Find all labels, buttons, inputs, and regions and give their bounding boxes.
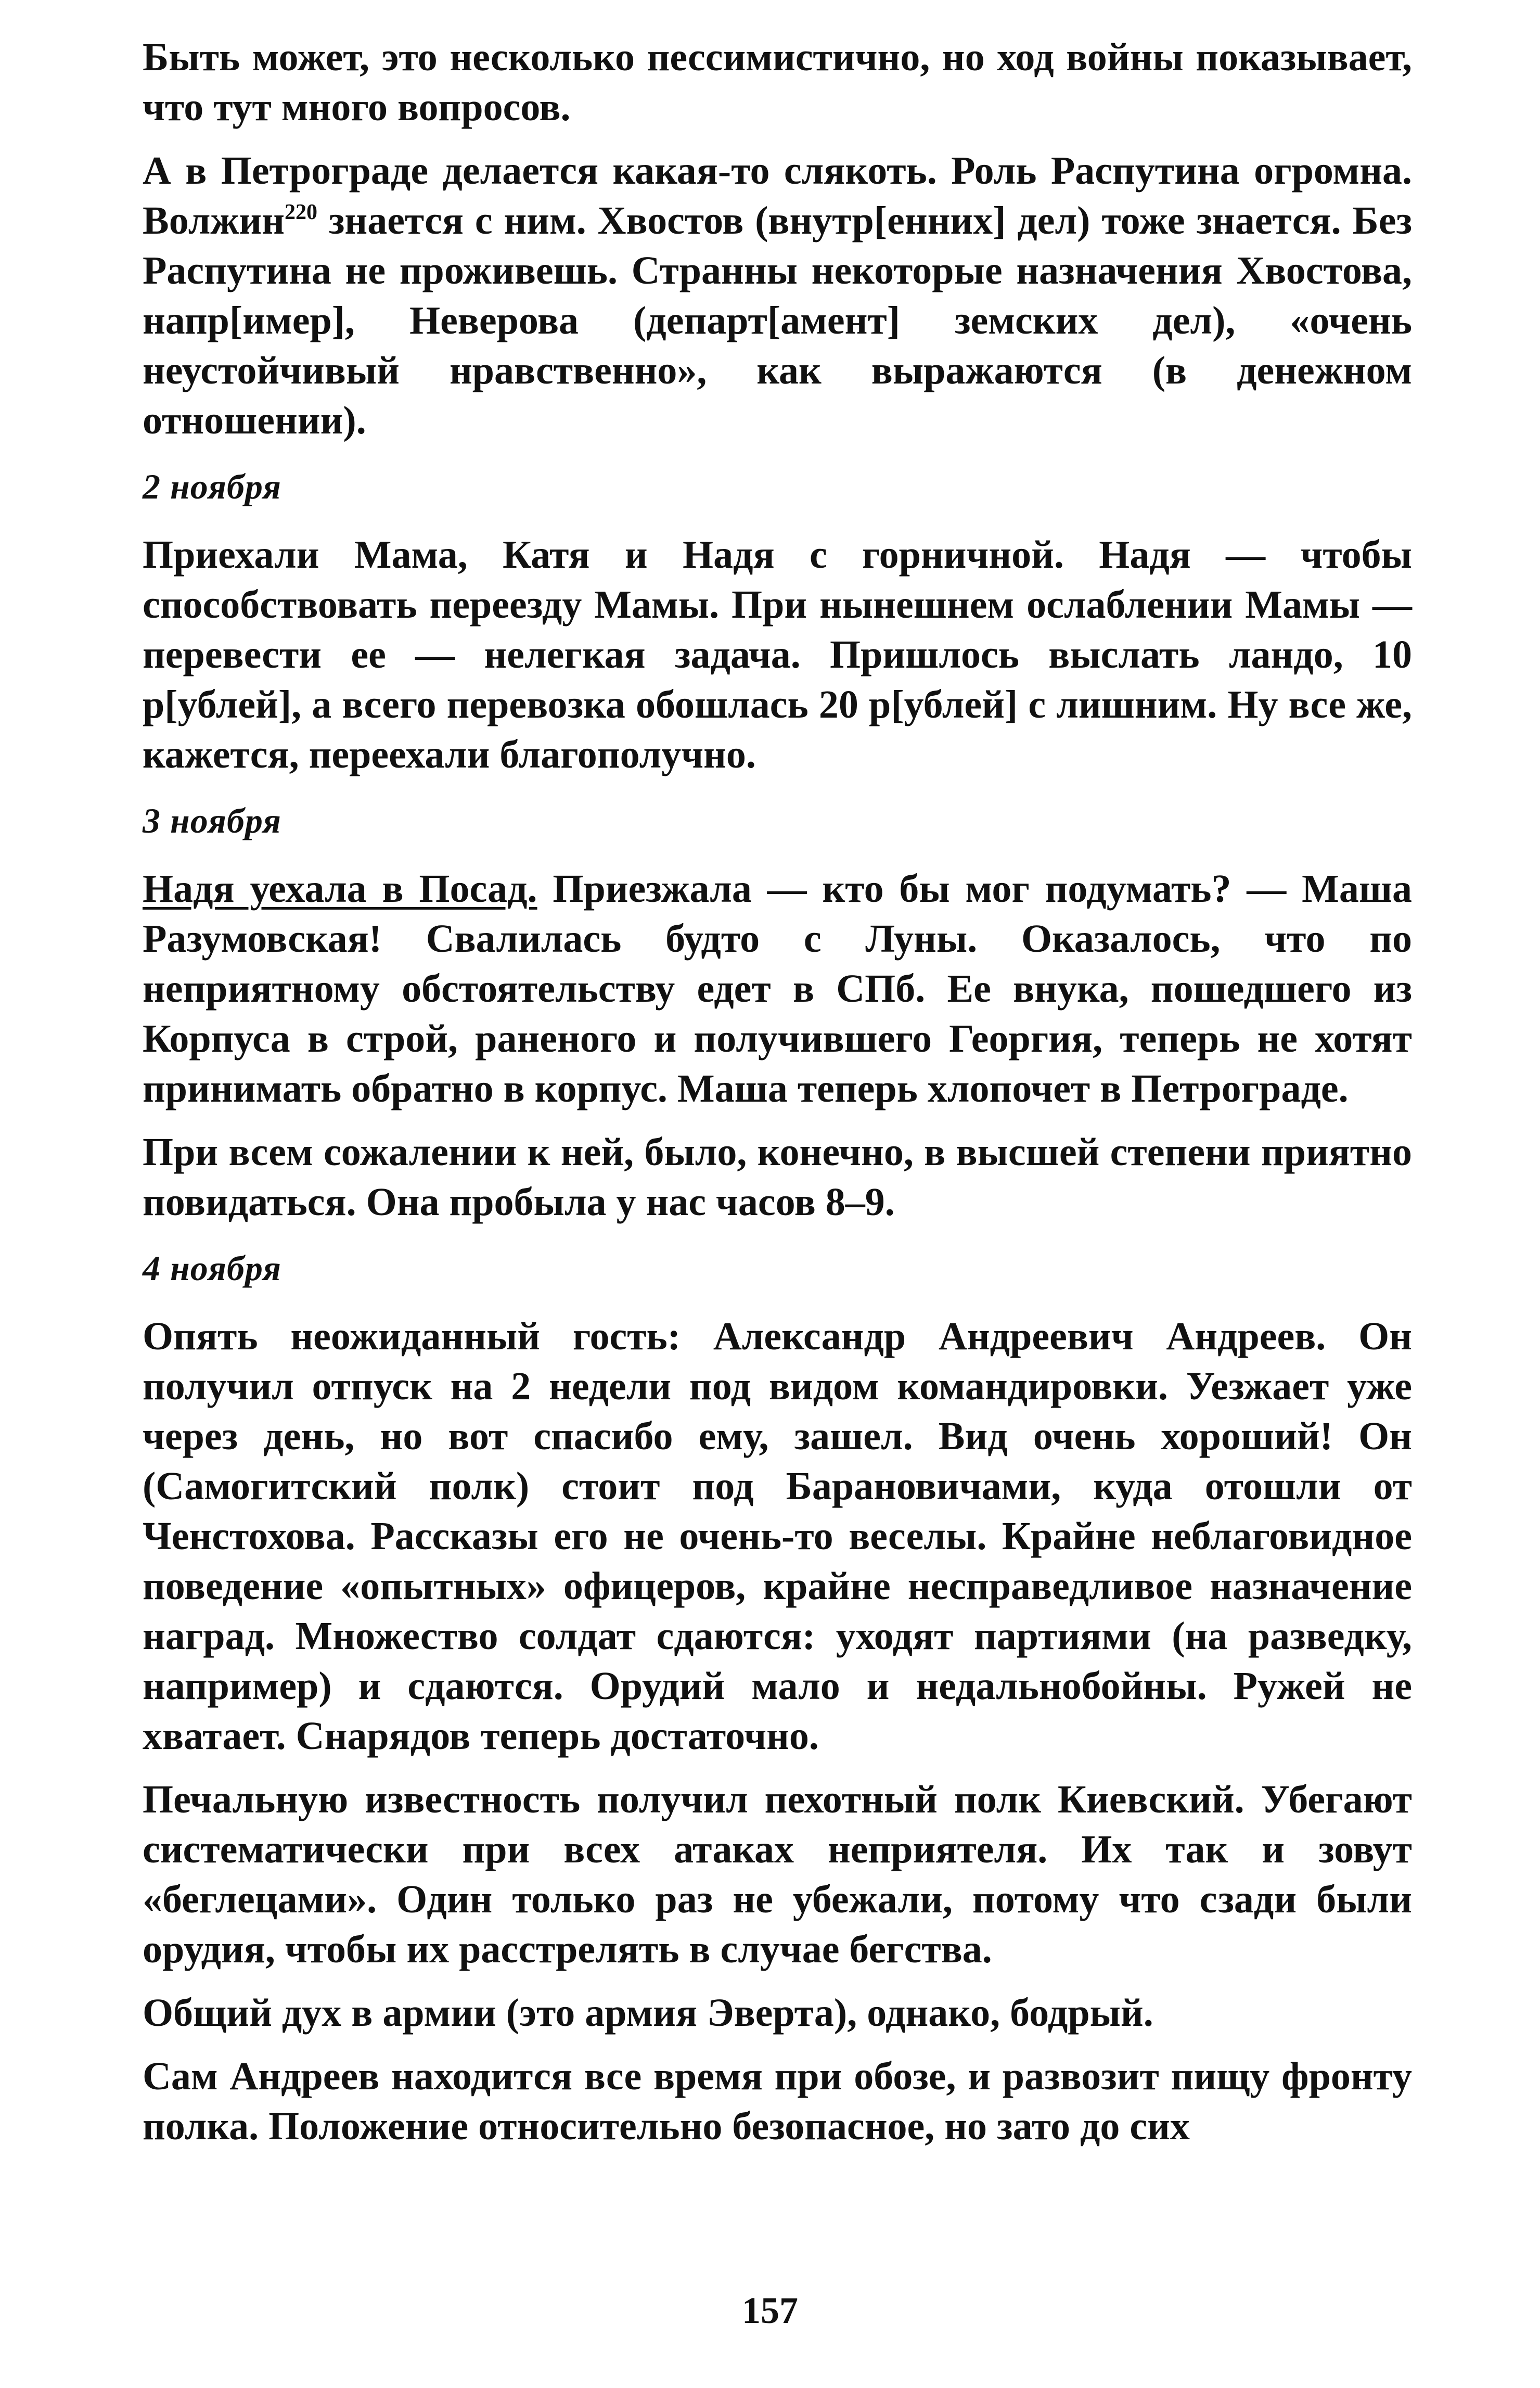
paragraph-text: А в Петрограде делается какая-то слякоть. Роль Распутина огромна. Волжин [143, 149, 1412, 242]
page-body [143, 32, 1412, 2151]
date-heading: 4 ноября [143, 1248, 281, 1288]
paragraph: Сам Андреев находится все время при обозе, и развозит пищу фронту полка. Положение относительно безопасное, но зато до сих [143, 2054, 1412, 2148]
paragraph-text: знается с ним. Хвостов (внутр[енних] дел) тоже знается. Без Распутина не проживешь. Странны некоторые назначения Хвостова, напр[имер], Неверова (департ[амент] земских дел), «очень неустойчивый нравственно», как выражаются (в денежном отношении). [143, 199, 1412, 442]
paragraph [143, 146, 1412, 445]
footnote-reference: 220 [285, 200, 318, 224]
paragraph: Приехали Мама, Катя и Надя с горничной. Надя — чтобы способствовать переезду Мамы. При нынешнем ослаблении Мамы — перевести ее — нелегкая задача. Пришлось выслать ландо, 10 р[ублей], а всего перевозка обошлась 20 р[ублей] с лишним. Ну все же, кажется, переехали благополучно. [143, 533, 1412, 776]
paragraph: Быть может, это несколько пессимистично, но ход войны показывает, что тут много вопросов. [143, 35, 1412, 129]
paragraph-text: Приезжала — кто бы мог подумать? — Маша Разумовская! Свалилась будто с Луны. Оказалось, что по неприятному обстоятельству едет в СПб. Ее внука, пошедшего из Корпуса в строй, раненого и получившего Георгия, теперь не хотят принимать обратно в корпус. Маша теперь хлопочет в Петрограде. [143, 867, 1413, 1110]
page-number: 157 [742, 2290, 798, 2331]
underlined-text: Надя уехала в Посад. [143, 867, 537, 911]
paragraph [143, 864, 1412, 1114]
paragraph: При всем сожалении к ней, было, конечно, в высшей степени приятно повидаться. Она пробыла у нас часов 8–9. [143, 1130, 1412, 1224]
date-heading: 3 ноября [143, 801, 281, 840]
paragraph: Опять неожиданный гость: Александр Андреевич Андреев. Он получил отпуск на 2 недели под видом командировки. Уезжает уже через день, но вот спасибо ему, зашел. Вид очень хороший! Он (Самогитский полк) стоит под Барановичами, куда отошли от Ченстохова. Рассказы его не очень-то веселы. Крайне неблаговидное поведение «опытных» офицеров, крайне несправедливое назначение наград. Множество солдат сдаются: уходят партиями (на разведку, например) и сдаются. Орудий мало и недальнобойны. Ружей не хватает. Снарядов теперь достаточно. [143, 1314, 1412, 1758]
date-heading: 2 ноября [143, 467, 281, 506]
paragraph: Печальную известность получил пехотный полк Киевский. Убегают систематически при всех атаках неприятеля. Их так и зовут «беглецами». Один только раз не убежали, потому что сзади были орудия, чтобы их расстрелять в случае бегства. [143, 1778, 1412, 1971]
paragraph: Общий дух в армии (это армия Эверта), однако, бодрый. [143, 1991, 1153, 2035]
